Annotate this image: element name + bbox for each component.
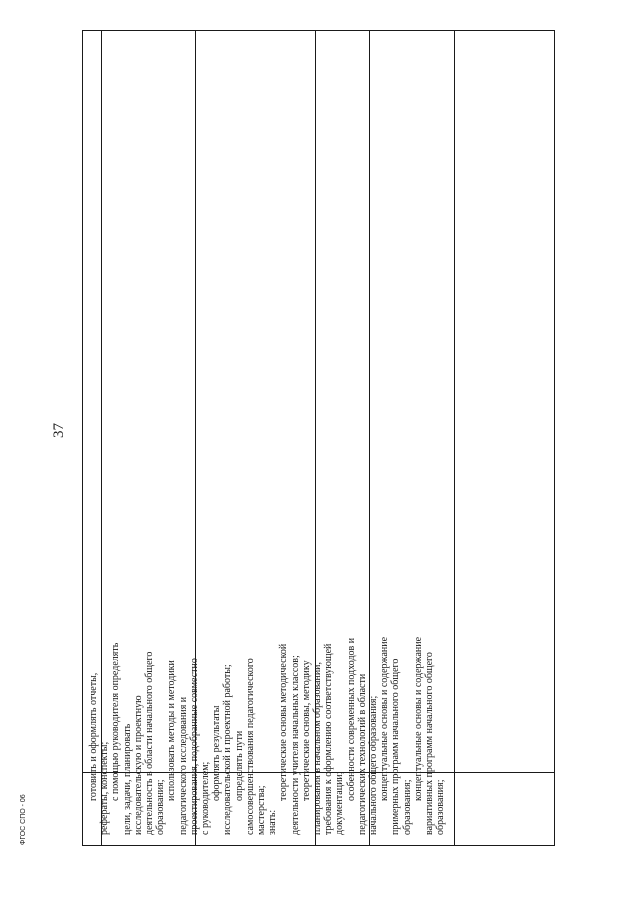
content-line: определять пути <box>233 730 245 801</box>
content-line: с помощью руководителя определять <box>110 642 122 801</box>
content-line: оформлять результаты <box>211 705 223 801</box>
content-line: образования; <box>435 779 447 835</box>
content-line: начального общего образования; <box>368 695 380 835</box>
content-line: концептуальные основы и содержание <box>412 636 424 801</box>
content-line: исследовательской и проектной работы; <box>222 664 234 835</box>
content-cell <box>88 515 551 835</box>
footer-label: ФГОС СПО - 06 <box>20 794 27 845</box>
page-number: 37 <box>51 423 67 438</box>
content-line: мастерства; <box>256 785 268 835</box>
content-line: планирования в начальном образовании, <box>312 661 324 835</box>
content-line: цели, задачи, планировать <box>121 723 133 835</box>
content-line: вариативных программ начального общего <box>424 652 436 835</box>
content-line: готовить и оформлять отчеты, <box>88 672 99 801</box>
content-line: документации; <box>334 771 346 835</box>
content-line: использовать методы и методики <box>166 660 178 801</box>
content-line: образования; <box>401 779 413 835</box>
content-line: примерных программ начального общего <box>390 658 402 835</box>
content-line: требования к оформлению соответствующей <box>323 643 335 835</box>
content-line: особенности современных подходов и <box>345 637 357 801</box>
content-line: знать: <box>267 809 279 835</box>
content-line: проектирования, подобранные совместно <box>188 658 200 835</box>
content-line: педагогического исследования и <box>177 696 189 835</box>
content-line: рефераты, конспекты; <box>99 741 111 835</box>
content-line: образования; <box>155 779 167 835</box>
content-line: самосовершенствования педагогического <box>244 658 256 835</box>
content-line: педагогических технологий в области <box>356 673 368 835</box>
content-line: деятельности учителя начальных классов; <box>289 655 301 835</box>
content-line: с руководителем; <box>200 761 212 835</box>
content-line: теоретические основы, методику <box>300 660 312 801</box>
content-line: теоретические основы методической <box>278 643 290 801</box>
content-line: концептуальные основы и содержание <box>379 636 391 801</box>
content-line: деятельность в области начального общего <box>144 651 156 835</box>
content-line: исследовательскую и проектную <box>132 695 144 835</box>
